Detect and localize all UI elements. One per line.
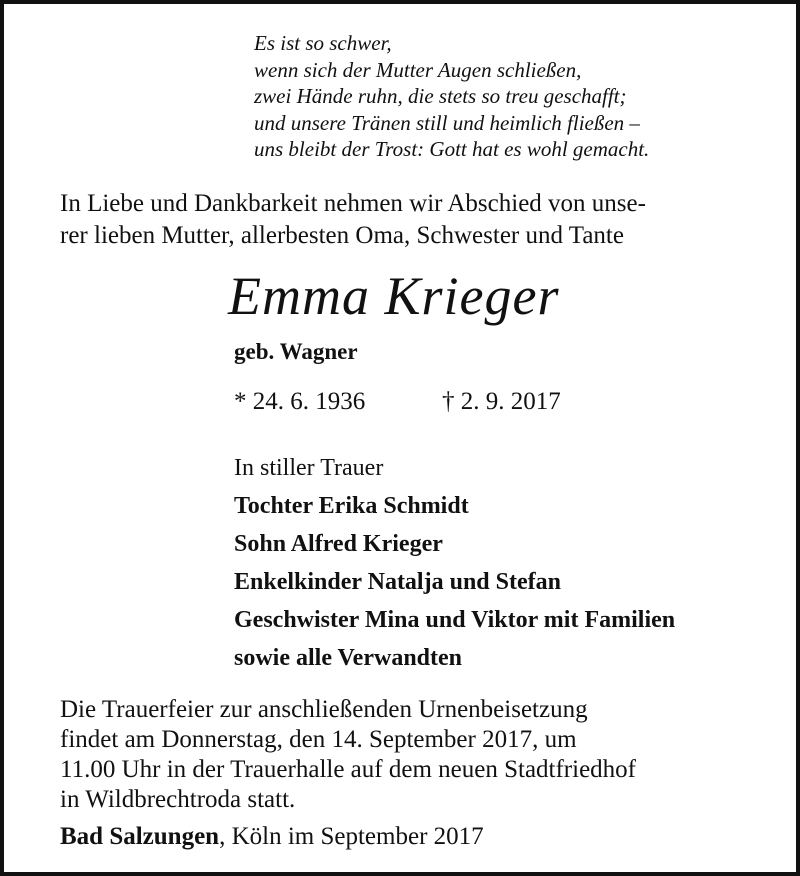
poem-line: wenn sich der Mutter Augen schließen, [254, 57, 582, 82]
poem-line: Es ist so schwer, [254, 31, 392, 55]
poem-line: uns bleibt der Trost: Gott hat es wohl gemacht. [254, 137, 650, 161]
funeral-line: findet am Donnerstag, den 14. September 2017, um [60, 726, 577, 753]
funeral-details [60, 695, 636, 815]
place-and-date [60, 822, 484, 852]
mourner-entry: Enkelkinder Natalja und Stefan [234, 569, 561, 595]
mourner-entry: sowie alle Verwandten [234, 645, 462, 671]
mourner-entry: Sohn Alfred Krieger [234, 531, 443, 557]
mourning-heading: In stiller Trauer [234, 455, 384, 481]
intro-line: In Liebe und Dankbarkeit nehmen wir Abschied von unse- [60, 190, 646, 217]
death-date: † 2. 9. 2017 [442, 388, 561, 415]
place-date: , Köln im September 2017 [219, 823, 484, 850]
intro-line: rer lieben Mutter, allerbesten Oma, Schwester und Tante [60, 222, 624, 249]
birth-date: * 24. 6. 1936 [234, 388, 366, 415]
poem-line: zwei Hände ruhn, die stets so treu geschafft; [254, 84, 627, 108]
place-name: Bad Salzungen [60, 823, 220, 850]
funeral-line: Die Trauerfeier zur anschließenden Urnenbeisetzung [60, 696, 588, 723]
funeral-line: in Wildbrechtroda statt. [60, 786, 296, 813]
memorial-poem [254, 30, 649, 163]
mourners-list [234, 449, 675, 677]
deceased-name: Emma Krieger [228, 266, 560, 326]
intro-text [60, 188, 646, 252]
mourner-entry: Tochter Erika Schmidt [234, 493, 469, 519]
poem-line: und unsere Tränen still und heimlich fließen – [254, 110, 640, 135]
maiden-name: geb. Wagner [234, 339, 358, 364]
mourner-entry: Geschwister Mina und Viktor mit Familien [234, 607, 676, 633]
funeral-line: 11.00 Uhr in der Trauerhalle auf dem neuen Stadtfriedhof [60, 756, 637, 783]
